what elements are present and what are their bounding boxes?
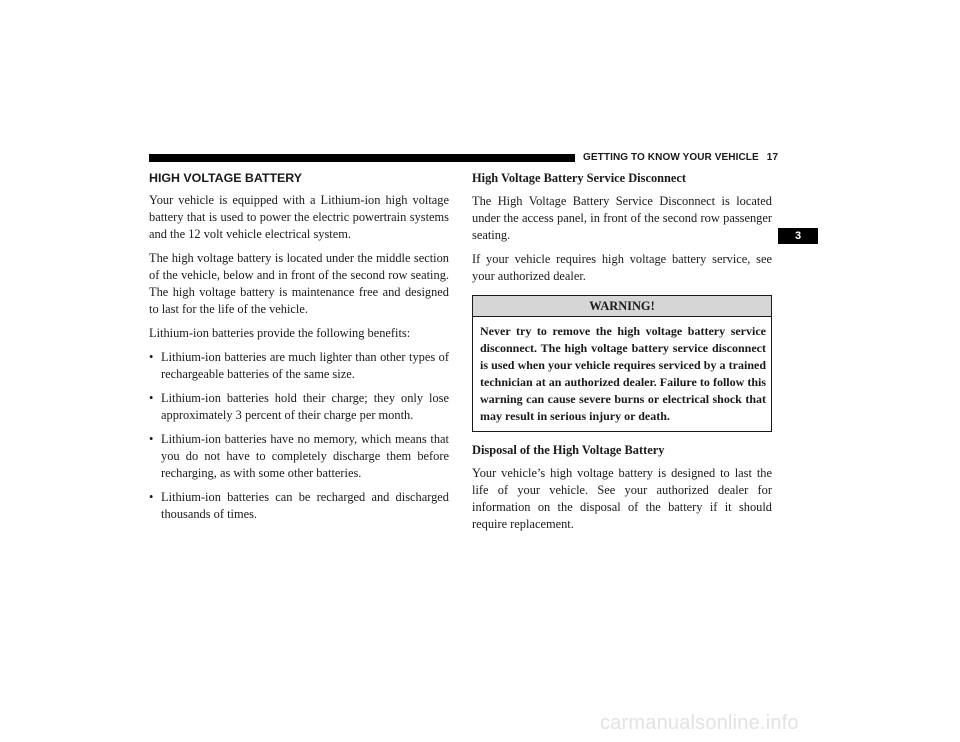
warning-title: WARNING! xyxy=(473,296,771,317)
left-column xyxy=(149,170,449,530)
bullet-icon: • xyxy=(149,490,154,504)
bullet-icon: • xyxy=(149,391,154,405)
section-title: HIGH VOLTAGE BATTERY xyxy=(149,171,303,185)
list-item xyxy=(149,390,449,424)
list-item-text: Lithium-ion batteries are much lighter than other types of rechargeable batteries of the same size. xyxy=(161,350,449,381)
paragraph: Lithium-ion batteries provide the following benefits: xyxy=(149,326,411,340)
warning-text: Never try to remove the high voltage battery service disconnect. The high voltage battery service disconnect is used when your vehicle requires serviced by a trained technician at an authorized dealer. Failure to follow this warning can cause severe burns or electrical shock that may result in serious injury or death. xyxy=(480,324,766,423)
page-number: 17 xyxy=(766,152,779,163)
paragraph: The High Voltage Battery Service Disconnect is located under the access panel, in front of the second row passenger seating. xyxy=(472,194,772,242)
bullet-icon: • xyxy=(149,350,154,364)
warning-box xyxy=(472,295,772,432)
paragraph: Your vehicle is equipped with a Lithium-ion high voltage battery that is used to power the electric powertrain systems and the 12 volt vehicle electrical system. xyxy=(149,193,449,241)
running-header-section: GETTING TO KNOW YOUR VEHICLE xyxy=(583,152,759,163)
running-header xyxy=(583,152,783,163)
paragraph: If your vehicle requires high voltage battery service, see your authorized dealer. xyxy=(472,252,772,283)
list-item xyxy=(149,349,449,383)
list-item-text: Lithium-ion batteries can be recharged and discharged thousands of times. xyxy=(161,490,449,521)
bullet-icon: • xyxy=(149,432,154,446)
list-item-text: Lithium-ion batteries hold their charge; they only lose approximately 3 percent of their charge per month. xyxy=(161,391,449,422)
paragraph: The high voltage battery is located under the middle section of the vehicle, below and in front of the second row seating. The high voltage battery is maintenance free and designed to last for the life of the vehicle. xyxy=(149,251,449,316)
subheading-service-disconnect: High Voltage Battery Service Disconnect xyxy=(472,171,687,185)
header-rule-bar xyxy=(149,154,575,162)
paragraph: Your vehicle’s high voltage battery is designed to last the life of your vehicle. See your authorized dealer for information on the disposal of the battery if it should require replacement. xyxy=(472,466,772,531)
chapter-tab: 3 xyxy=(778,228,818,244)
list-item-text: Lithium-ion batteries have no memory, which means that you do not have to completely discharge them before recharging, as with some other batteries. xyxy=(161,432,449,480)
benefits-list xyxy=(149,349,449,523)
subheading-disposal: Disposal of the High Voltage Battery xyxy=(472,443,665,457)
right-column xyxy=(472,170,772,540)
list-item xyxy=(149,431,449,482)
watermark: carmanualsonline.info xyxy=(600,712,799,734)
list-item xyxy=(149,489,449,523)
